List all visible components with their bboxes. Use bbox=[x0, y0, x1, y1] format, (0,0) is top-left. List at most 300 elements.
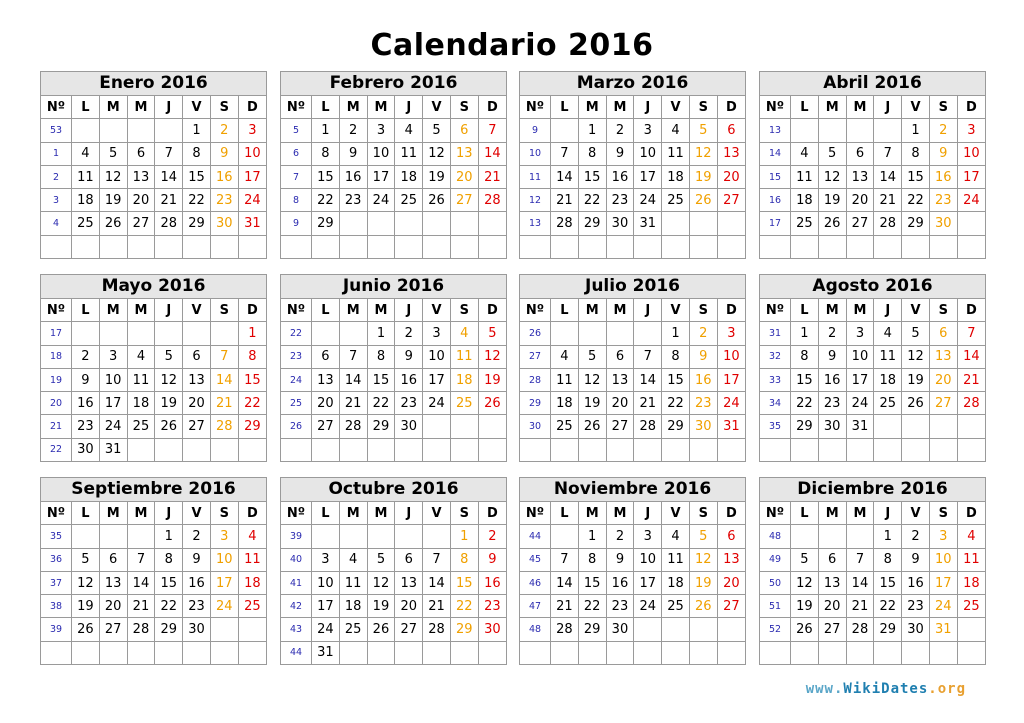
day-cell: 1 bbox=[874, 525, 902, 548]
day-cell bbox=[818, 438, 846, 461]
week-row bbox=[760, 345, 985, 368]
day-cell: 3 bbox=[238, 119, 266, 142]
week-number-cell: 16 bbox=[760, 189, 791, 212]
day-cell: 13 bbox=[818, 571, 846, 594]
week-row bbox=[520, 415, 745, 438]
day-cell: 7 bbox=[551, 142, 579, 165]
day-cell bbox=[902, 235, 930, 258]
page-title: Calendario 2016 bbox=[370, 28, 654, 63]
week-row bbox=[520, 142, 745, 165]
day-cell: 6 bbox=[99, 548, 127, 571]
day-cell: 16 bbox=[902, 571, 930, 594]
week-row bbox=[760, 142, 985, 165]
weekday-header: M bbox=[367, 299, 395, 322]
day-cell: 5 bbox=[791, 548, 819, 571]
week-number-header: Nº bbox=[760, 299, 791, 322]
day-cell bbox=[395, 438, 423, 461]
weekday-header: V bbox=[183, 299, 211, 322]
day-cell bbox=[818, 119, 846, 142]
day-cell: 24 bbox=[99, 415, 127, 438]
day-cell bbox=[339, 322, 367, 345]
day-cell: 2 bbox=[339, 119, 367, 142]
day-cell: 20 bbox=[450, 165, 478, 188]
day-cell: 4 bbox=[238, 525, 266, 548]
day-cell: 16 bbox=[339, 165, 367, 188]
month-title: Julio 2016 bbox=[520, 275, 745, 299]
week-number-cell: 13 bbox=[760, 119, 791, 142]
weekday-header: J bbox=[155, 96, 183, 119]
day-cell bbox=[367, 235, 395, 258]
day-cell: 19 bbox=[578, 392, 606, 415]
day-cell: 8 bbox=[238, 345, 266, 368]
day-cell bbox=[367, 641, 395, 664]
day-cell: 24 bbox=[634, 189, 662, 212]
weekday-header: J bbox=[395, 502, 423, 525]
day-cell bbox=[478, 641, 506, 664]
day-cell bbox=[902, 641, 930, 664]
week-number-header: Nº bbox=[520, 96, 551, 119]
weekday-header-row bbox=[520, 299, 745, 322]
weekday-header: J bbox=[155, 502, 183, 525]
day-cell: 22 bbox=[367, 392, 395, 415]
day-cell: 20 bbox=[606, 392, 634, 415]
day-cell: 29 bbox=[450, 618, 478, 641]
day-cell bbox=[957, 212, 985, 235]
day-cell: 18 bbox=[450, 368, 478, 391]
weekday-header-row bbox=[281, 502, 506, 525]
day-cell: 27 bbox=[127, 212, 155, 235]
month-title: Agosto 2016 bbox=[760, 275, 985, 299]
day-cell: 23 bbox=[395, 392, 423, 415]
day-cell: 2 bbox=[395, 322, 423, 345]
day-cell: 14 bbox=[551, 165, 579, 188]
day-cell: 9 bbox=[395, 345, 423, 368]
day-cell: 5 bbox=[72, 548, 100, 571]
day-cell bbox=[634, 618, 662, 641]
day-cell: 14 bbox=[423, 571, 451, 594]
day-cell: 23 bbox=[478, 595, 506, 618]
month-block bbox=[759, 274, 986, 462]
day-cell: 17 bbox=[634, 571, 662, 594]
day-cell bbox=[155, 235, 183, 258]
day-cell bbox=[312, 322, 340, 345]
week-row bbox=[281, 641, 506, 664]
day-cell bbox=[957, 235, 985, 258]
day-cell: 19 bbox=[689, 165, 717, 188]
day-cell bbox=[478, 438, 506, 461]
day-cell: 8 bbox=[578, 142, 606, 165]
day-cell bbox=[551, 641, 579, 664]
week-row bbox=[41, 415, 266, 438]
day-cell: 6 bbox=[846, 142, 874, 165]
day-cell bbox=[210, 641, 238, 664]
day-cell: 2 bbox=[689, 322, 717, 345]
day-cell bbox=[450, 438, 478, 461]
day-cell: 13 bbox=[312, 368, 340, 391]
weekday-header: V bbox=[662, 502, 690, 525]
day-cell: 9 bbox=[72, 368, 100, 391]
day-cell: 27 bbox=[99, 618, 127, 641]
day-cell: 11 bbox=[662, 142, 690, 165]
day-cell: 1 bbox=[791, 322, 819, 345]
day-cell bbox=[818, 641, 846, 664]
day-cell: 11 bbox=[957, 548, 985, 571]
day-cell: 25 bbox=[339, 618, 367, 641]
day-cell: 13 bbox=[450, 142, 478, 165]
day-cell: 28 bbox=[957, 392, 985, 415]
day-cell: 20 bbox=[99, 595, 127, 618]
day-cell bbox=[634, 235, 662, 258]
week-number-cell: 48 bbox=[760, 525, 791, 548]
day-cell: 24 bbox=[957, 189, 985, 212]
week-number-cell: 39 bbox=[281, 525, 312, 548]
day-cell: 3 bbox=[312, 548, 340, 571]
day-cell bbox=[551, 322, 579, 345]
weekday-header: M bbox=[578, 502, 606, 525]
day-cell: 16 bbox=[478, 571, 506, 594]
week-row bbox=[520, 212, 745, 235]
day-cell bbox=[210, 438, 238, 461]
day-cell: 5 bbox=[423, 119, 451, 142]
day-cell: 10 bbox=[634, 548, 662, 571]
day-cell: 30 bbox=[210, 212, 238, 235]
day-cell: 3 bbox=[957, 119, 985, 142]
week-number-cell: 9 bbox=[281, 212, 312, 235]
day-cell bbox=[606, 322, 634, 345]
week-row bbox=[41, 368, 266, 391]
day-cell: 17 bbox=[99, 392, 127, 415]
week-row bbox=[41, 142, 266, 165]
week-row bbox=[520, 618, 745, 641]
week-row bbox=[760, 548, 985, 571]
day-cell: 15 bbox=[902, 165, 930, 188]
day-cell bbox=[818, 235, 846, 258]
week-row bbox=[760, 119, 985, 142]
day-cell: 26 bbox=[578, 415, 606, 438]
day-cell: 1 bbox=[902, 119, 930, 142]
month-block bbox=[519, 477, 746, 665]
month-table bbox=[41, 299, 266, 461]
weekday-header: L bbox=[791, 96, 819, 119]
week-row bbox=[520, 368, 745, 391]
weekday-header: M bbox=[127, 96, 155, 119]
week-number-cell bbox=[520, 235, 551, 258]
day-cell bbox=[210, 618, 238, 641]
day-cell: 16 bbox=[210, 165, 238, 188]
day-cell: 11 bbox=[791, 165, 819, 188]
day-cell bbox=[367, 212, 395, 235]
day-cell: 19 bbox=[791, 595, 819, 618]
weekday-header: V bbox=[423, 502, 451, 525]
day-cell bbox=[551, 525, 579, 548]
day-cell: 12 bbox=[155, 368, 183, 391]
week-row bbox=[281, 345, 506, 368]
day-cell: 29 bbox=[902, 212, 930, 235]
day-cell: 16 bbox=[72, 392, 100, 415]
day-cell: 9 bbox=[929, 142, 957, 165]
day-cell: 7 bbox=[551, 548, 579, 571]
day-cell: 7 bbox=[127, 548, 155, 571]
month-block bbox=[759, 71, 986, 259]
week-number-cell bbox=[760, 438, 791, 461]
month-table bbox=[520, 502, 745, 664]
week-number-cell: 42 bbox=[281, 595, 312, 618]
day-cell bbox=[662, 212, 690, 235]
day-cell: 5 bbox=[818, 142, 846, 165]
day-cell: 26 bbox=[155, 415, 183, 438]
day-cell: 3 bbox=[423, 322, 451, 345]
day-cell: 24 bbox=[717, 392, 745, 415]
week-number-cell: 46 bbox=[520, 571, 551, 594]
week-number-cell: 21 bbox=[41, 415, 72, 438]
week-row bbox=[41, 322, 266, 345]
weekday-header: D bbox=[957, 299, 985, 322]
day-cell: 25 bbox=[551, 415, 579, 438]
day-cell: 15 bbox=[367, 368, 395, 391]
day-cell: 24 bbox=[367, 189, 395, 212]
day-cell: 21 bbox=[874, 189, 902, 212]
day-cell: 27 bbox=[395, 618, 423, 641]
week-row bbox=[520, 165, 745, 188]
day-cell: 31 bbox=[846, 415, 874, 438]
day-cell: 11 bbox=[339, 571, 367, 594]
day-cell: 20 bbox=[818, 595, 846, 618]
day-cell: 1 bbox=[312, 119, 340, 142]
day-cell: 10 bbox=[634, 142, 662, 165]
day-cell bbox=[127, 641, 155, 664]
day-cell: 26 bbox=[72, 618, 100, 641]
day-cell: 2 bbox=[606, 119, 634, 142]
day-cell: 30 bbox=[72, 438, 100, 461]
weekday-header: J bbox=[155, 299, 183, 322]
day-cell bbox=[929, 415, 957, 438]
weekday-header-row bbox=[760, 299, 985, 322]
day-cell: 3 bbox=[367, 119, 395, 142]
day-cell bbox=[791, 119, 819, 142]
week-row bbox=[281, 415, 506, 438]
day-cell bbox=[238, 641, 266, 664]
week-number-header: Nº bbox=[520, 299, 551, 322]
day-cell: 27 bbox=[312, 415, 340, 438]
weekday-header: S bbox=[450, 502, 478, 525]
day-cell: 5 bbox=[689, 119, 717, 142]
day-cell: 16 bbox=[606, 165, 634, 188]
day-cell bbox=[395, 212, 423, 235]
day-cell: 3 bbox=[846, 322, 874, 345]
day-cell bbox=[791, 641, 819, 664]
month-title: Abril 2016 bbox=[760, 72, 985, 96]
week-row bbox=[520, 525, 745, 548]
day-cell bbox=[662, 235, 690, 258]
week-row bbox=[41, 212, 266, 235]
weekday-header: D bbox=[478, 502, 506, 525]
day-cell: 18 bbox=[339, 595, 367, 618]
day-cell: 5 bbox=[478, 322, 506, 345]
week-number-cell: 23 bbox=[281, 345, 312, 368]
day-cell: 30 bbox=[183, 618, 211, 641]
day-cell: 6 bbox=[929, 322, 957, 345]
day-cell bbox=[717, 212, 745, 235]
day-cell: 22 bbox=[662, 392, 690, 415]
weekday-header: V bbox=[423, 96, 451, 119]
day-cell: 6 bbox=[606, 345, 634, 368]
weekday-header-row bbox=[41, 96, 266, 119]
day-cell: 26 bbox=[689, 189, 717, 212]
weekday-header: S bbox=[450, 96, 478, 119]
weekday-header: M bbox=[846, 502, 874, 525]
day-cell: 30 bbox=[606, 212, 634, 235]
week-number-cell: 7 bbox=[281, 165, 312, 188]
day-cell: 22 bbox=[450, 595, 478, 618]
day-cell: 11 bbox=[72, 165, 100, 188]
week-row bbox=[41, 119, 266, 142]
day-cell: 13 bbox=[99, 571, 127, 594]
weekday-header: J bbox=[874, 502, 902, 525]
weekday-header: S bbox=[210, 96, 238, 119]
week-number-cell: 3 bbox=[41, 189, 72, 212]
day-cell: 21 bbox=[846, 595, 874, 618]
week-row bbox=[760, 415, 985, 438]
day-cell: 18 bbox=[238, 571, 266, 594]
day-cell: 2 bbox=[72, 345, 100, 368]
watermark-prefix: www. bbox=[805, 681, 844, 697]
day-cell bbox=[874, 641, 902, 664]
day-cell bbox=[791, 525, 819, 548]
day-cell: 24 bbox=[846, 392, 874, 415]
day-cell bbox=[846, 438, 874, 461]
day-cell: 24 bbox=[929, 595, 957, 618]
day-cell bbox=[634, 641, 662, 664]
day-cell: 28 bbox=[634, 415, 662, 438]
day-cell: 29 bbox=[578, 212, 606, 235]
day-cell: 10 bbox=[210, 548, 238, 571]
day-cell: 25 bbox=[450, 392, 478, 415]
day-cell: 15 bbox=[155, 571, 183, 594]
day-cell: 25 bbox=[662, 595, 690, 618]
day-cell: 14 bbox=[846, 571, 874, 594]
day-cell: 11 bbox=[127, 368, 155, 391]
week-number-cell bbox=[520, 641, 551, 664]
day-cell bbox=[478, 212, 506, 235]
day-cell bbox=[339, 641, 367, 664]
weekday-header: S bbox=[210, 502, 238, 525]
weekday-header: M bbox=[578, 96, 606, 119]
day-cell bbox=[634, 322, 662, 345]
day-cell: 31 bbox=[99, 438, 127, 461]
day-cell: 10 bbox=[957, 142, 985, 165]
day-cell bbox=[312, 438, 340, 461]
day-cell: 17 bbox=[717, 368, 745, 391]
weekday-header: J bbox=[634, 299, 662, 322]
watermark-suffix: .org bbox=[928, 681, 966, 697]
day-cell: 16 bbox=[395, 368, 423, 391]
day-cell: 10 bbox=[717, 345, 745, 368]
weekday-header-row bbox=[41, 502, 266, 525]
day-cell: 8 bbox=[367, 345, 395, 368]
day-cell bbox=[183, 438, 211, 461]
week-number-cell: 10 bbox=[520, 142, 551, 165]
day-cell: 12 bbox=[902, 345, 930, 368]
day-cell: 4 bbox=[791, 142, 819, 165]
week-number-cell: 31 bbox=[760, 322, 791, 345]
week-row bbox=[41, 548, 266, 571]
week-row bbox=[520, 571, 745, 594]
day-cell: 23 bbox=[902, 595, 930, 618]
day-cell: 12 bbox=[72, 571, 100, 594]
day-cell: 27 bbox=[818, 618, 846, 641]
day-cell: 14 bbox=[127, 571, 155, 594]
day-cell: 6 bbox=[717, 525, 745, 548]
week-number-cell: 9 bbox=[520, 119, 551, 142]
day-cell: 31 bbox=[312, 641, 340, 664]
week-number-cell bbox=[281, 438, 312, 461]
day-cell: 29 bbox=[874, 618, 902, 641]
day-cell: 1 bbox=[155, 525, 183, 548]
day-cell: 4 bbox=[957, 525, 985, 548]
day-cell: 21 bbox=[423, 595, 451, 618]
day-cell: 12 bbox=[367, 571, 395, 594]
day-cell bbox=[72, 119, 100, 142]
day-cell: 21 bbox=[127, 595, 155, 618]
day-cell: 3 bbox=[929, 525, 957, 548]
weekday-header: V bbox=[183, 502, 211, 525]
week-number-cell: 8 bbox=[281, 189, 312, 212]
week-row bbox=[41, 189, 266, 212]
weekday-header: L bbox=[791, 502, 819, 525]
day-cell: 29 bbox=[791, 415, 819, 438]
week-row bbox=[41, 392, 266, 415]
day-cell: 11 bbox=[238, 548, 266, 571]
day-cell: 20 bbox=[929, 368, 957, 391]
weekday-header: D bbox=[957, 502, 985, 525]
day-cell: 27 bbox=[450, 189, 478, 212]
day-cell: 7 bbox=[846, 548, 874, 571]
week-row bbox=[760, 438, 985, 461]
week-number-cell: 37 bbox=[41, 571, 72, 594]
day-cell: 14 bbox=[210, 368, 238, 391]
day-cell: 13 bbox=[183, 368, 211, 391]
week-row bbox=[281, 235, 506, 258]
week-row bbox=[41, 618, 266, 641]
day-cell: 30 bbox=[606, 618, 634, 641]
day-cell bbox=[339, 525, 367, 548]
week-number-cell: 20 bbox=[41, 392, 72, 415]
weekday-header: S bbox=[450, 299, 478, 322]
day-cell: 19 bbox=[99, 189, 127, 212]
month-block bbox=[519, 71, 746, 259]
week-number-cell: 26 bbox=[281, 415, 312, 438]
weekday-header: M bbox=[339, 96, 367, 119]
day-cell: 8 bbox=[662, 345, 690, 368]
day-cell bbox=[450, 235, 478, 258]
day-cell: 29 bbox=[155, 618, 183, 641]
day-cell: 23 bbox=[72, 415, 100, 438]
day-cell: 25 bbox=[874, 392, 902, 415]
month-table bbox=[760, 502, 985, 664]
week-row bbox=[281, 595, 506, 618]
day-cell: 24 bbox=[210, 595, 238, 618]
day-cell: 18 bbox=[874, 368, 902, 391]
day-cell: 23 bbox=[818, 392, 846, 415]
weekday-header: D bbox=[238, 502, 266, 525]
day-cell: 15 bbox=[791, 368, 819, 391]
day-cell: 5 bbox=[99, 142, 127, 165]
month-table bbox=[520, 299, 745, 461]
day-cell: 7 bbox=[874, 142, 902, 165]
day-cell: 21 bbox=[551, 189, 579, 212]
day-cell bbox=[127, 119, 155, 142]
weekday-header: L bbox=[791, 299, 819, 322]
